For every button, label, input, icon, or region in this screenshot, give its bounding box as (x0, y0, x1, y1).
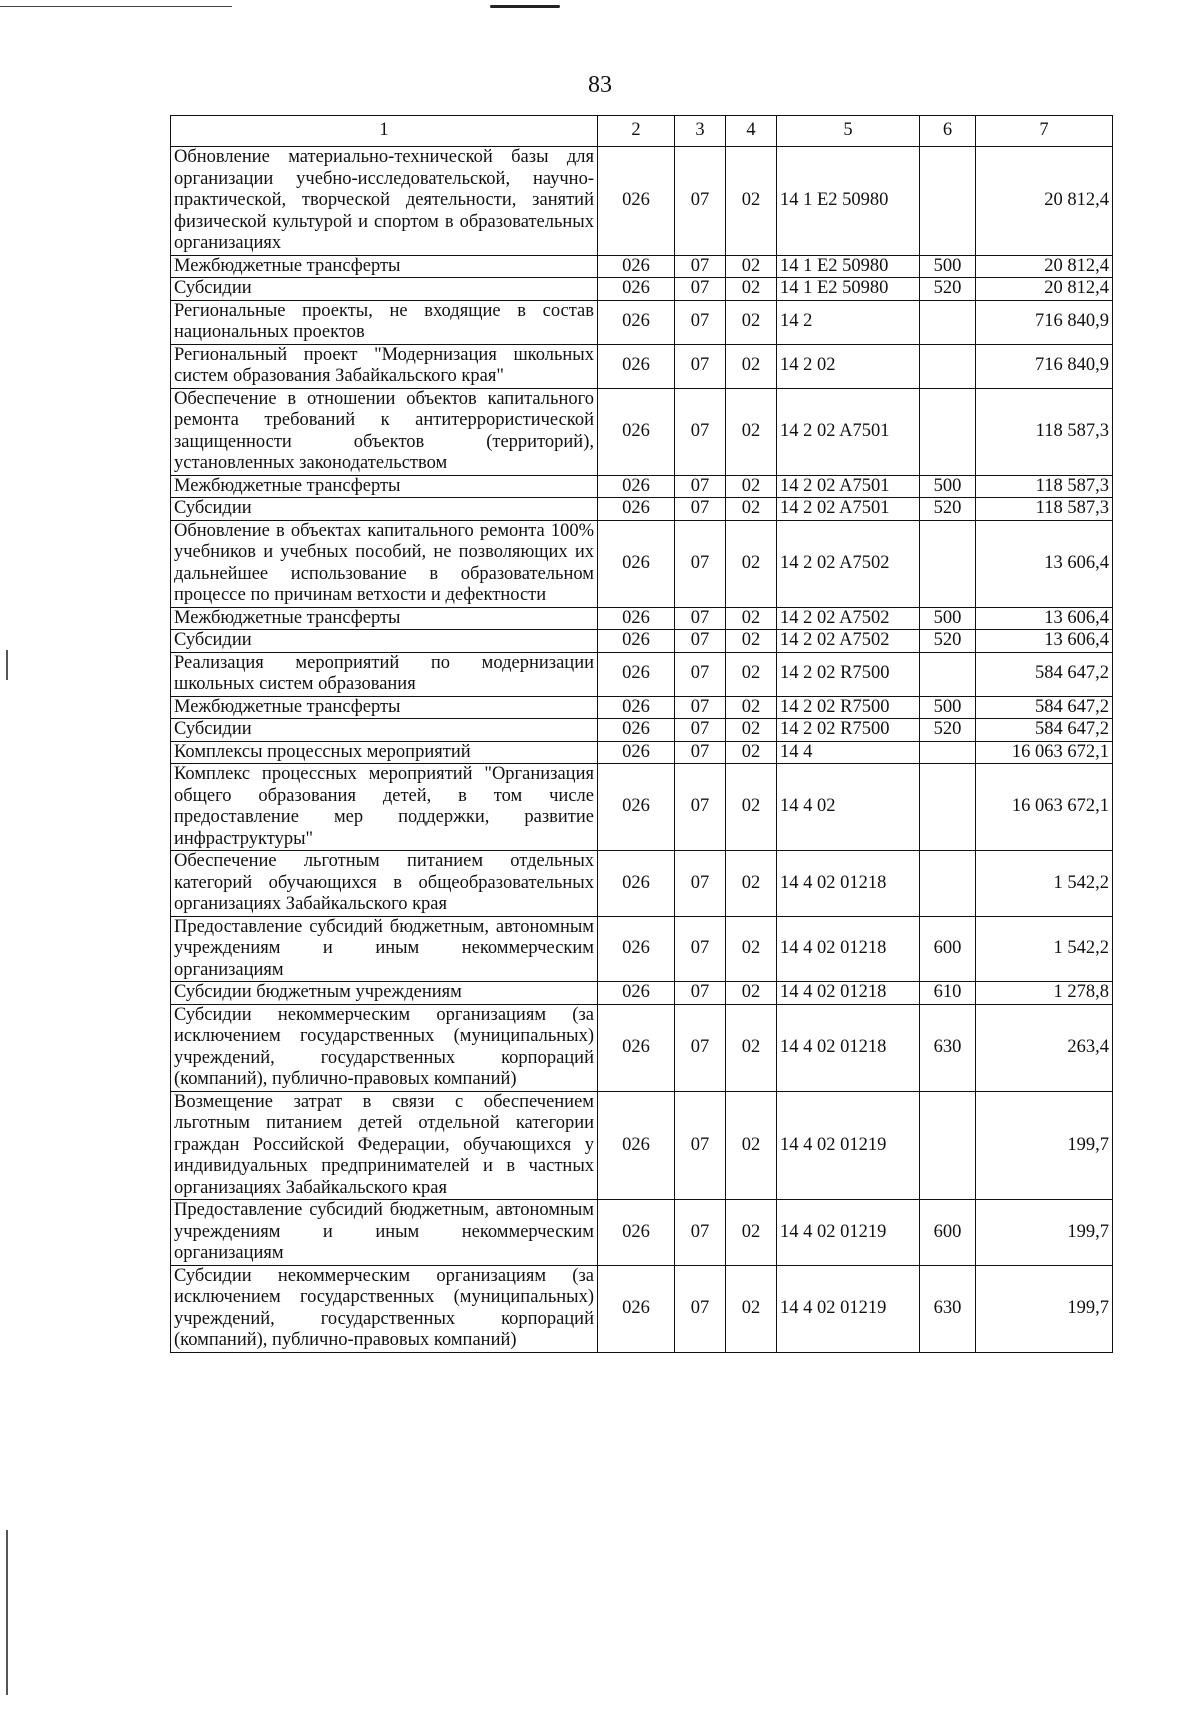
subsection-code: 02 (726, 1200, 777, 1266)
ministry-code: 026 (598, 719, 675, 742)
row-name: Обеспечение льготным питанием отдельных категорий обучающихся в общеобразовательных организациях Забайкальского края (171, 851, 598, 917)
table-row (171, 388, 1113, 475)
amount: 1 278,8 (976, 982, 1113, 1005)
amount: 584 647,2 (976, 652, 1113, 696)
row-name: Межбюджетные трансферты (171, 607, 598, 630)
expense-type: 520 (920, 719, 976, 742)
amount: 13 606,4 (976, 520, 1113, 607)
target-article: 14 2 02 A7501 (777, 388, 920, 475)
ministry-code: 026 (598, 388, 675, 475)
table-row (171, 475, 1113, 498)
subsection-code: 02 (726, 764, 777, 851)
row-name: Субсидии некоммерческим организациям (за исключением государственных (муниципальных) учреждений, государственных корпораций (компаний), публично-правовых компаний) (171, 1265, 598, 1352)
section-code: 07 (675, 1200, 726, 1266)
table-row (171, 719, 1113, 742)
scan-top-mark (490, 5, 560, 8)
section-code: 07 (675, 652, 726, 696)
subsection-code: 02 (726, 916, 777, 982)
ministry-code: 026 (598, 652, 675, 696)
section-code: 07 (675, 255, 726, 278)
ministry-code: 026 (598, 520, 675, 607)
ministry-code: 026 (598, 498, 675, 521)
table-row (171, 652, 1113, 696)
expense-type: 520 (920, 498, 976, 521)
table-row (171, 982, 1113, 1005)
target-article: 14 4 (777, 741, 920, 764)
expense-type (920, 741, 976, 764)
ministry-code: 026 (598, 1091, 675, 1200)
ministry-code: 026 (598, 278, 675, 301)
subsection-code: 02 (726, 498, 777, 521)
amount: 716 840,9 (976, 300, 1113, 344)
target-article: 14 2 02 A7502 (777, 630, 920, 653)
table-row (171, 498, 1113, 521)
table-row (171, 255, 1113, 278)
column-header: 2 (598, 116, 675, 147)
target-article: 14 1 E2 50980 (777, 278, 920, 301)
table-row (171, 764, 1113, 851)
section-code: 07 (675, 719, 726, 742)
row-name: Субсидии (171, 498, 598, 521)
amount: 118 587,3 (976, 388, 1113, 475)
target-article: 14 4 02 01219 (777, 1265, 920, 1352)
subsection-code: 02 (726, 255, 777, 278)
row-name: Обновление в объектах капитального ремонта 100% учебников и учебных пособий, не позволяющих их дальнейшее использование в образовательном процессе по причинам ветхости и дефектности (171, 520, 598, 607)
table-row (171, 1265, 1113, 1352)
expense-type: 500 (920, 255, 976, 278)
column-header: 4 (726, 116, 777, 147)
row-name: Предоставление субсидий бюджетным, автономным учреждениям и иным некоммерческим организациям (171, 1200, 598, 1266)
section-code: 07 (675, 630, 726, 653)
row-name: Субсидии (171, 278, 598, 301)
expense-type: 600 (920, 1200, 976, 1266)
subsection-code: 02 (726, 719, 777, 742)
expense-type: 520 (920, 630, 976, 653)
expense-type: 500 (920, 696, 976, 719)
subsection-code: 02 (726, 696, 777, 719)
expense-type (920, 388, 976, 475)
subsection-code: 02 (726, 278, 777, 301)
row-name: Реализация мероприятий по модернизации школьных систем образования (171, 652, 598, 696)
target-article: 14 2 02 A7502 (777, 607, 920, 630)
target-article: 14 4 02 01219 (777, 1200, 920, 1266)
ministry-code: 026 (598, 982, 675, 1005)
ministry-code: 026 (598, 851, 675, 917)
amount: 584 647,2 (976, 696, 1113, 719)
subsection-code: 02 (726, 475, 777, 498)
target-article: 14 2 02 A7501 (777, 475, 920, 498)
subsection-code: 02 (726, 607, 777, 630)
section-code: 07 (675, 982, 726, 1005)
subsection-code: 02 (726, 630, 777, 653)
ministry-code: 026 (598, 630, 675, 653)
row-name: Комплексы процессных мероприятий (171, 741, 598, 764)
section-code: 07 (675, 1265, 726, 1352)
amount: 118 587,3 (976, 475, 1113, 498)
table-body (171, 147, 1113, 1353)
target-article: 14 4 02 01218 (777, 982, 920, 1005)
row-name: Субсидии бюджетным учреждениям (171, 982, 598, 1005)
expense-type (920, 300, 976, 344)
ministry-code: 026 (598, 344, 675, 388)
subsection-code: 02 (726, 1004, 777, 1091)
amount: 199,7 (976, 1200, 1113, 1266)
column-header: 5 (777, 116, 920, 147)
row-name: Региональные проекты, не входящие в состав национальных проектов (171, 300, 598, 344)
ministry-code: 026 (598, 1200, 675, 1266)
section-code: 07 (675, 696, 726, 719)
section-code: 07 (675, 498, 726, 521)
row-name: Межбюджетные трансферты (171, 255, 598, 278)
amount: 13 606,4 (976, 630, 1113, 653)
section-code: 07 (675, 741, 726, 764)
section-code: 07 (675, 916, 726, 982)
scan-left-mark (6, 1530, 8, 1695)
section-code: 07 (675, 1091, 726, 1200)
table-row (171, 278, 1113, 301)
subsection-code: 02 (726, 520, 777, 607)
amount: 1 542,2 (976, 916, 1113, 982)
subsection-code: 02 (726, 1265, 777, 1352)
target-article: 14 1 E2 50980 (777, 255, 920, 278)
ministry-code: 026 (598, 696, 675, 719)
ministry-code: 026 (598, 741, 675, 764)
amount: 16 063 672,1 (976, 741, 1113, 764)
ministry-code: 026 (598, 147, 675, 256)
amount: 20 812,4 (976, 255, 1113, 278)
table-row (171, 741, 1113, 764)
amount: 199,7 (976, 1265, 1113, 1352)
target-article: 14 4 02 01218 (777, 916, 920, 982)
expense-type: 630 (920, 1004, 976, 1091)
target-article: 14 2 02 A7502 (777, 520, 920, 607)
table-row (171, 1004, 1113, 1091)
amount: 584 647,2 (976, 719, 1113, 742)
table-row (171, 630, 1113, 653)
amount: 20 812,4 (976, 147, 1113, 256)
subsection-code: 02 (726, 982, 777, 1005)
section-code: 07 (675, 1004, 726, 1091)
expense-type (920, 1091, 976, 1200)
target-article: 14 2 02 A7501 (777, 498, 920, 521)
row-name: Субсидии (171, 719, 598, 742)
table-header-row (171, 116, 1113, 147)
table-row (171, 607, 1113, 630)
section-code: 07 (675, 344, 726, 388)
amount: 118 587,3 (976, 498, 1113, 521)
target-article: 14 4 02 (777, 764, 920, 851)
table-row (171, 300, 1113, 344)
row-name: Обновление материально-технической базы для организации учебно-исследовательской, научно-практической, творческой деятельности, занятий физической культурой и спортом в образовательных организациях (171, 147, 598, 256)
target-article: 14 4 02 01218 (777, 851, 920, 917)
section-code: 07 (675, 851, 726, 917)
page-number: 83 (588, 72, 612, 98)
row-name: Субсидии некоммерческим организациям (за исключением государственных (муниципальных) учреждений, государственных корпораций (компаний), публично-правовых компаний) (171, 1004, 598, 1091)
expense-type (920, 344, 976, 388)
target-article: 14 4 02 01219 (777, 1091, 920, 1200)
subsection-code: 02 (726, 300, 777, 344)
column-header: 3 (675, 116, 726, 147)
row-name: Межбюджетные трансферты (171, 475, 598, 498)
table-row (171, 1200, 1113, 1266)
amount: 716 840,9 (976, 344, 1113, 388)
ministry-code: 026 (598, 1004, 675, 1091)
target-article: 14 2 02 R7500 (777, 696, 920, 719)
column-header: 1 (171, 116, 598, 147)
amount: 13 606,4 (976, 607, 1113, 630)
section-code: 07 (675, 520, 726, 607)
subsection-code: 02 (726, 147, 777, 256)
amount: 20 812,4 (976, 278, 1113, 301)
target-article: 14 2 02 R7500 (777, 652, 920, 696)
target-article: 14 2 (777, 300, 920, 344)
ministry-code: 026 (598, 1265, 675, 1352)
row-name: Межбюджетные трансферты (171, 696, 598, 719)
expense-type (920, 764, 976, 851)
section-code: 07 (675, 607, 726, 630)
column-header: 6 (920, 116, 976, 147)
target-article: 14 4 02 01218 (777, 1004, 920, 1091)
scan-top-rule (0, 6, 232, 7)
table-row (171, 147, 1113, 256)
expense-type (920, 147, 976, 256)
subsection-code: 02 (726, 1091, 777, 1200)
ministry-code: 026 (598, 916, 675, 982)
table-row (171, 1091, 1113, 1200)
expense-type: 500 (920, 607, 976, 630)
table-row (171, 916, 1113, 982)
scan-left-mark (6, 650, 8, 680)
subsection-code: 02 (726, 652, 777, 696)
section-code: 07 (675, 300, 726, 344)
table-row (171, 344, 1113, 388)
ministry-code: 026 (598, 475, 675, 498)
section-code: 07 (675, 147, 726, 256)
section-code: 07 (675, 764, 726, 851)
expense-type: 610 (920, 982, 976, 1005)
target-article: 14 2 02 (777, 344, 920, 388)
section-code: 07 (675, 388, 726, 475)
amount: 16 063 672,1 (976, 764, 1113, 851)
expense-type: 630 (920, 1265, 976, 1352)
row-name: Обеспечение в отношении объектов капитального ремонта требований к антитеррористической защищенности объектов (территорий), установленных законодательством (171, 388, 598, 475)
table-row (171, 851, 1113, 917)
row-name: Возмещение затрат в связи с обеспечением льготным питанием детей отдельной категории граждан Российской Федерации, обучающихся у индивидуальных предпринимателей и в частных организациях Забайкальского края (171, 1091, 598, 1200)
expense-type: 500 (920, 475, 976, 498)
amount: 1 542,2 (976, 851, 1113, 917)
subsection-code: 02 (726, 344, 777, 388)
amount: 263,4 (976, 1004, 1113, 1091)
amount: 199,7 (976, 1091, 1113, 1200)
table-row (171, 520, 1113, 607)
subsection-code: 02 (726, 741, 777, 764)
row-name: Предоставление субсидий бюджетным, автономным учреждениям и иным некоммерческим организациям (171, 916, 598, 982)
column-header: 7 (976, 116, 1113, 147)
budget-table (170, 115, 1113, 1353)
row-name: Комплекс процессных мероприятий "Организация общего образования детей, в том числе предоставление мер поддержки, развитие инфраструктуры" (171, 764, 598, 851)
row-name: Региональный проект "Модернизация школьных систем образования Забайкальского края" (171, 344, 598, 388)
target-article: 14 1 E2 50980 (777, 147, 920, 256)
expense-type (920, 652, 976, 696)
expense-type: 520 (920, 278, 976, 301)
target-article: 14 2 02 R7500 (777, 719, 920, 742)
table-row (171, 696, 1113, 719)
subsection-code: 02 (726, 851, 777, 917)
expense-type (920, 520, 976, 607)
expense-type: 600 (920, 916, 976, 982)
expense-type (920, 851, 976, 917)
section-code: 07 (675, 475, 726, 498)
ministry-code: 026 (598, 255, 675, 278)
ministry-code: 026 (598, 300, 675, 344)
section-code: 07 (675, 278, 726, 301)
ministry-code: 026 (598, 764, 675, 851)
subsection-code: 02 (726, 388, 777, 475)
row-name: Субсидии (171, 630, 598, 653)
ministry-code: 026 (598, 607, 675, 630)
